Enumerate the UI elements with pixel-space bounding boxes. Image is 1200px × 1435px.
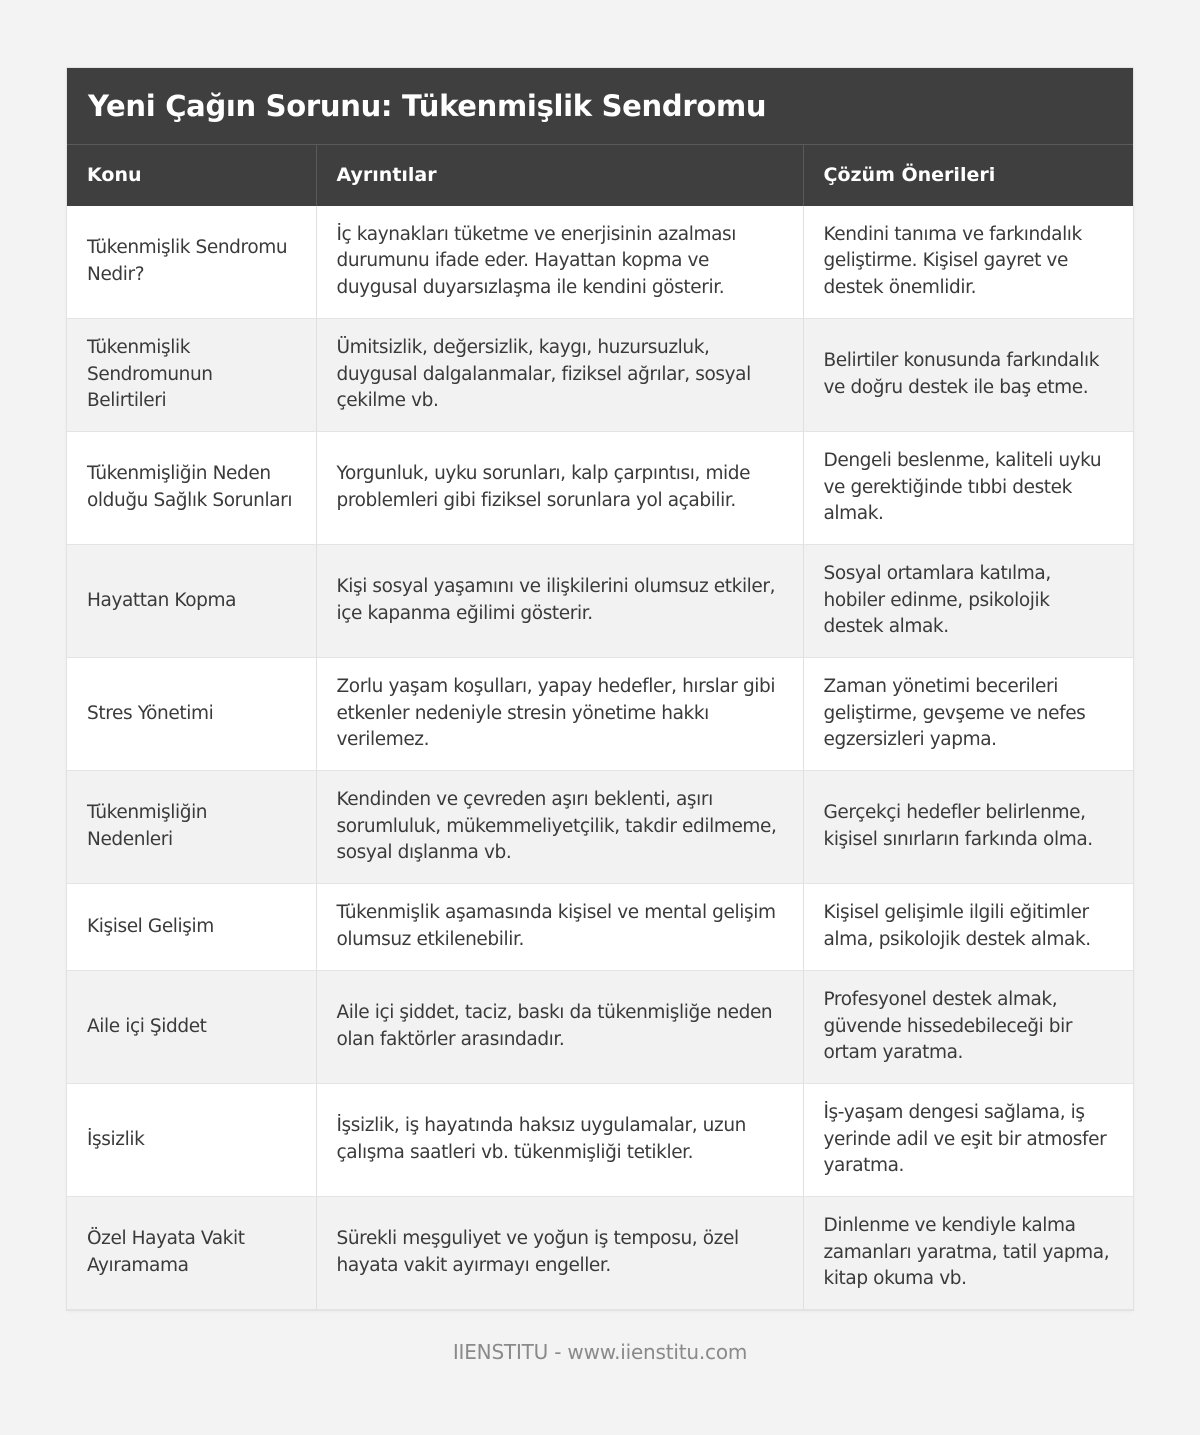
cell-cozum: Sosyal ortamlara katılma, hobiler edinme, psikolojik destek almak. [803, 545, 1133, 658]
table-title: Yeni Çağın Sorunu: Tükenmişlik Sendromu [67, 68, 1133, 144]
cell-ayrintilar: Yorgunluk, uyku sorunları, kalp çarpıntısı, mide problemleri gibi fiziksel sorunlara yol açabilir. [316, 432, 803, 545]
table-body [67, 206, 1133, 1310]
column-header-konu: Konu [67, 145, 316, 206]
cell-ayrintilar: Ümitsizlik, değersizlik, kaygı, huzursuzluk, duygusal dalgalanmalar, fiziksel ağrılar, sosyal çekilme vb. [316, 319, 803, 432]
column-header-ayrintilar: Ayrıntılar [316, 145, 803, 206]
cell-konu: İşsizlik [67, 1084, 316, 1197]
cell-ayrintilar: Aile içi şiddet, taciz, baskı da tükenmişliğe neden olan faktörler arasındadır. [316, 971, 803, 1084]
cell-konu: Kişisel Gelişim [67, 884, 316, 971]
table-row [67, 432, 1133, 545]
cell-cozum: Dinlenme ve kendiyle kalma zamanları yaratma, tatil yapma, kitap okuma vb. [803, 1197, 1133, 1310]
data-table [67, 144, 1133, 1310]
table-row [67, 1084, 1133, 1197]
cell-cozum: Belirtiler konusunda farkındalık ve doğru destek ile baş etme. [803, 319, 1133, 432]
cell-ayrintilar: Tükenmişlik aşamasında kişisel ve mental gelişim olumsuz etkilenebilir. [316, 884, 803, 971]
footer-credit: IIENSTITU - www.iienstitu.com [452, 1340, 748, 1364]
cell-konu: Tükenmişliğin Neden olduğu Sağlık Sorunları [67, 432, 316, 545]
cell-cozum: İş-yaşam dengesi sağlama, iş yerinde adil ve eşit bir atmosfer yaratma. [803, 1084, 1133, 1197]
cell-ayrintilar: Kendinden ve çevreden aşırı beklenti, aşırı sorumluluk, mükemmeliyetçilik, takdir edilmeme, sosyal dışlanma vb. [316, 771, 803, 884]
table-card [67, 68, 1133, 1310]
cell-konu: Özel Hayata Vakit Ayıramama [67, 1197, 316, 1310]
table-header [67, 145, 1133, 206]
cell-cozum: Zaman yönetimi becerileri geliştirme, gevşeme ve nefes egzersizleri yapma. [803, 658, 1133, 771]
cell-ayrintilar: İşsizlik, iş hayatında haksız uygulamalar, uzun çalışma saatleri vb. tükenmişliği tetikler. [316, 1084, 803, 1197]
cell-cozum: Gerçekçi hedefler belirlenme, kişisel sınırların farkında olma. [803, 771, 1133, 884]
table-row [67, 206, 1133, 319]
cell-cozum: Dengeli beslenme, kaliteli uyku ve gerektiğinde tıbbi destek almak. [803, 432, 1133, 545]
table-row [67, 545, 1133, 658]
cell-konu: Tükenmişliğin Nedenleri [67, 771, 316, 884]
cell-ayrintilar: Zorlu yaşam koşulları, yapay hedefler, hırslar gibi etkenler nedeniyle stresin yönetime hakkı verilemez. [316, 658, 803, 771]
cell-cozum: Kişisel gelişimle ilgili eğitimler alma, psikolojik destek almak. [803, 884, 1133, 971]
table-row [67, 1197, 1133, 1310]
cell-ayrintilar: Sürekli meşguliyet ve yoğun iş temposu, özel hayata vakit ayırmayı engeller. [316, 1197, 803, 1310]
cell-ayrintilar: Kişi sosyal yaşamını ve ilişkilerini olumsuz etkiler, içe kapanma eğilimi gösterir. [316, 545, 803, 658]
header-row [67, 145, 1133, 206]
cell-ayrintilar: İç kaynakları tüketme ve enerjisinin azalması durumunu ifade eder. Hayattan kopma ve duygusal duyarsızlaşma ile kendini gösterir. [316, 206, 803, 319]
column-header-cozum-onerileri: Çözüm Önerileri [803, 145, 1133, 206]
table-row [67, 319, 1133, 432]
cell-konu: Tükenmişlik Sendromu Nedir? [67, 206, 316, 319]
table-row [67, 884, 1133, 971]
cell-konu: Aile içi Şiddet [67, 971, 316, 1084]
cell-cozum: Kendini tanıma ve farkındalık geliştirme. Kişisel gayret ve destek önemlidir. [803, 206, 1133, 319]
cell-cozum: Profesyonel destek almak, güvende hissedebileceği bir ortam yaratma. [803, 971, 1133, 1084]
table-row [67, 971, 1133, 1084]
cell-konu: Hayattan Kopma [67, 545, 316, 658]
table-row [67, 771, 1133, 884]
table-row [67, 658, 1133, 771]
cell-konu: Stres Yönetimi [67, 658, 316, 771]
cell-konu: Tükenmişlik Sendromunun Belirtileri [67, 319, 316, 432]
